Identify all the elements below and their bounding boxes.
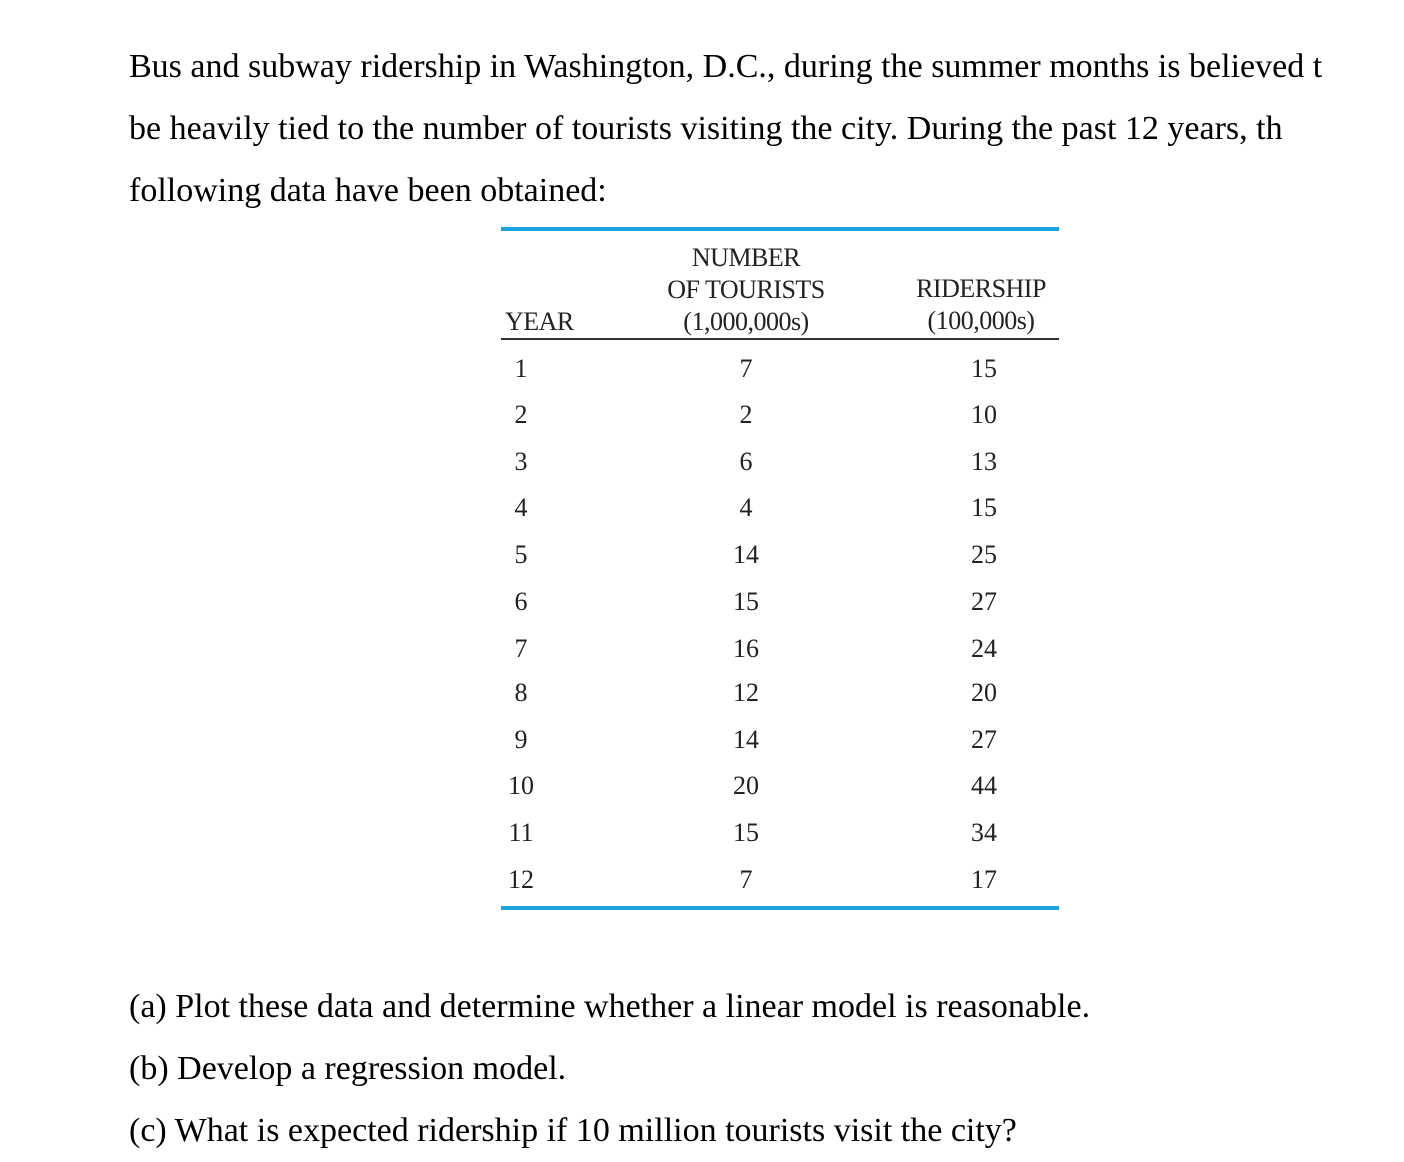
cell-ridership: 17 [971,865,997,894]
cell-year: 1 [514,354,528,383]
header-tourists-line: (1,000,000s) [683,307,809,336]
cell-ridership: 27 [971,587,997,616]
cell-year: 9 [514,725,528,754]
header-ridership-line: (100,000s) [927,306,1035,335]
intro-line: following data have been obtained: [129,172,607,209]
problem-intro [129,36,1404,222]
question-b: (b) Develop a regression model. [129,1050,567,1087]
cell-ridership: 34 [971,818,997,847]
cell-tourists: 15 [733,818,759,847]
header-ridership [891,273,1071,337]
table-row [501,395,1059,435]
intro-line: be heavily tied to the number of tourists visiting the city. During the past 12 years, th [129,110,1283,147]
table-row [501,349,1059,389]
cell-tourists: 12 [733,678,759,707]
table-top-rule [501,227,1059,231]
table-row [501,629,1059,669]
cell-tourists: 6 [739,447,753,476]
table-row [501,582,1059,622]
cell-year: 5 [514,540,528,569]
header-ridership-line: RIDERSHIP [916,274,1046,303]
cell-year: 6 [514,587,528,616]
cell-tourists: 15 [733,587,759,616]
table-header-rule [501,338,1059,340]
header-tourists-line: OF TOURISTS [667,275,825,304]
table-row [501,813,1059,853]
table-row [501,766,1059,806]
header-year: YEAR [505,307,574,336]
cell-ridership: 25 [971,540,997,569]
cell-year: 11 [508,818,534,847]
cell-tourists: 14 [733,540,759,569]
cell-year: 12 [508,865,534,894]
table-bottom-rule [501,906,1059,910]
cell-ridership: 20 [971,678,997,707]
cell-tourists: 7 [739,865,753,894]
table-row [501,720,1059,760]
cell-year: 2 [514,400,528,429]
intro-line: Bus and subway ridership in Washington, D.C., during the summer months is believed t [129,48,1323,85]
table-row [501,442,1059,482]
question-a: (a) Plot these data and determine whether a linear model is reasonable. [129,988,1091,1025]
cell-ridership: 27 [971,725,997,754]
cell-ridership: 24 [971,634,997,663]
question-list [129,976,1090,1162]
table-row [501,673,1059,713]
cell-year: 3 [514,447,528,476]
cell-year: 10 [508,771,534,800]
cell-ridership: 44 [971,771,997,800]
table-row [501,535,1059,575]
cell-tourists: 4 [739,493,753,522]
cell-year: 8 [514,678,528,707]
cell-ridership: 10 [971,400,997,429]
cell-year: 4 [514,493,528,522]
table-row [501,860,1059,900]
header-tourists-line: NUMBER [691,243,801,272]
cell-tourists: 2 [739,400,753,429]
table-row [501,488,1059,528]
cell-year: 7 [514,634,528,663]
cell-ridership: 13 [971,447,997,476]
cell-ridership: 15 [971,493,997,522]
cell-tourists: 7 [739,354,753,383]
cell-tourists: 14 [733,725,759,754]
cell-tourists: 20 [733,771,759,800]
header-tourists [631,242,861,338]
cell-tourists: 16 [733,634,759,663]
cell-ridership: 15 [971,354,997,383]
question-c: (c) What is expected ridership if 10 million tourists visit the city? [129,1112,1017,1149]
